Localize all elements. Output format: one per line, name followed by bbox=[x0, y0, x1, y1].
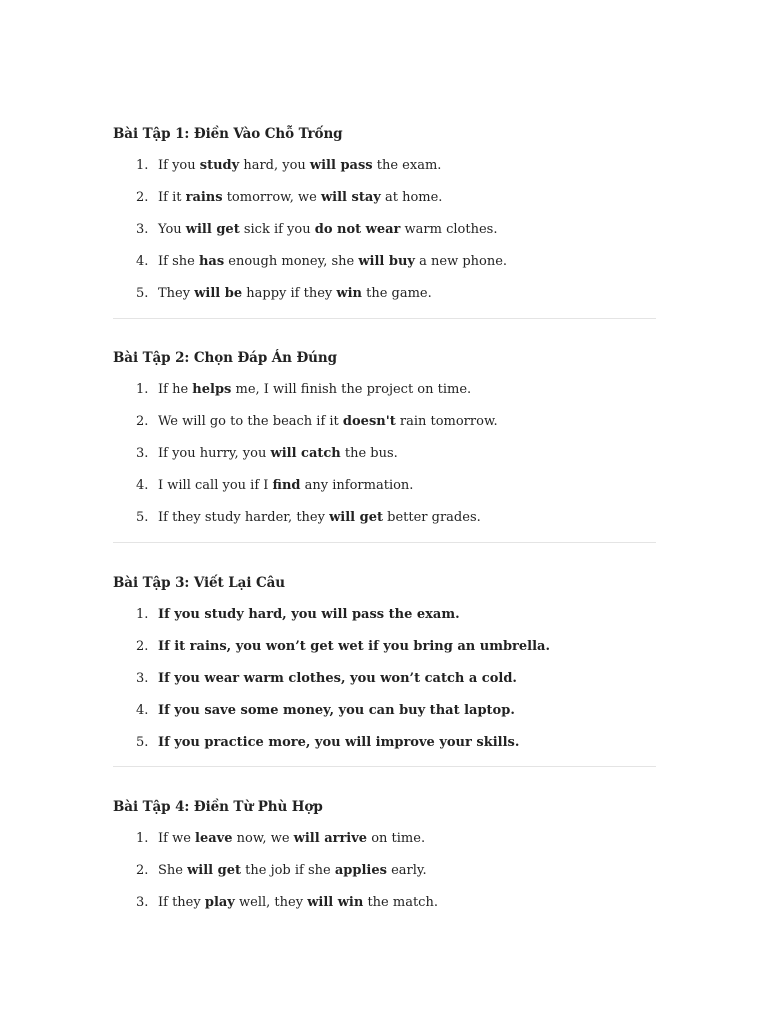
item-number: 2. bbox=[136, 639, 149, 654]
item-text: I will call you if I bbox=[158, 478, 273, 493]
item-text: rain tomorrow. bbox=[395, 414, 498, 429]
item-text: tomorrow, we bbox=[222, 190, 321, 205]
list-item bbox=[113, 221, 656, 239]
item-text: now, we bbox=[232, 831, 294, 846]
item-text: They bbox=[158, 286, 195, 301]
list-item bbox=[113, 734, 656, 752]
bold-text: will arrive bbox=[293, 831, 368, 846]
exercise-list bbox=[113, 606, 656, 752]
list-item bbox=[113, 285, 656, 303]
list-item bbox=[113, 157, 656, 175]
bold-text: win bbox=[336, 286, 362, 301]
list-item bbox=[113, 509, 656, 527]
item-text: at home. bbox=[380, 190, 443, 205]
item-number: 1. bbox=[136, 831, 149, 846]
item-number: 4. bbox=[136, 254, 149, 269]
bold-text: will buy bbox=[358, 254, 415, 269]
item-text: We will go to the beach if it bbox=[158, 414, 343, 429]
bold-text: rains bbox=[185, 190, 223, 205]
bold-text: will catch bbox=[270, 446, 341, 461]
list-item bbox=[113, 862, 656, 880]
list-item bbox=[113, 477, 656, 495]
exercise-list bbox=[113, 830, 656, 912]
bold-text: will be bbox=[194, 286, 243, 301]
bold-text: study bbox=[199, 158, 240, 173]
list-item bbox=[113, 189, 656, 207]
item-text: You bbox=[158, 222, 186, 237]
bold-text: will pass bbox=[309, 158, 373, 173]
item-text: If she bbox=[158, 254, 199, 269]
exercise-2 bbox=[113, 349, 656, 541]
list-item bbox=[113, 606, 656, 624]
item-text: me, I will finish the project on time. bbox=[231, 382, 472, 397]
item-number: 1. bbox=[136, 607, 149, 622]
item-text: If he bbox=[158, 382, 193, 397]
exercise-3 bbox=[113, 574, 656, 766]
item-text: If they study harder, they bbox=[158, 510, 330, 525]
bold-text: will win bbox=[307, 895, 364, 910]
item-number: 2. bbox=[136, 414, 149, 429]
list-item bbox=[113, 702, 656, 720]
item-number: 2. bbox=[136, 190, 149, 205]
bold-text: find bbox=[272, 478, 301, 493]
bold-text: will get bbox=[185, 222, 240, 237]
exercise-list bbox=[113, 157, 656, 303]
exercise-title: Bài Tập 4: Điền Từ Phù Hợp bbox=[113, 799, 323, 815]
bold-text: has bbox=[198, 254, 225, 269]
item-number: 5. bbox=[136, 286, 149, 301]
list-item bbox=[113, 894, 656, 912]
item-text: the bus. bbox=[340, 446, 398, 461]
bold-text: If you save some money, you can buy that laptop. bbox=[158, 703, 515, 718]
item-number: 3. bbox=[136, 671, 149, 686]
item-number: 2. bbox=[136, 863, 149, 878]
bold-text: If you study hard, you will pass the exam. bbox=[158, 607, 460, 622]
bold-text: If it rains, you won’t get wet if you bring an umbrella. bbox=[158, 639, 551, 654]
item-number: 3. bbox=[136, 895, 149, 910]
item-text: early. bbox=[386, 863, 427, 878]
item-text: happy if they bbox=[242, 286, 337, 301]
exercise-title: Bài Tập 2: Chọn Đáp Án Đúng bbox=[113, 350, 337, 366]
bold-text: will get bbox=[187, 863, 242, 878]
bold-text: doesn't bbox=[342, 414, 396, 429]
item-text: If you bbox=[158, 158, 200, 173]
item-text: a new phone. bbox=[415, 254, 508, 269]
item-text: well, they bbox=[234, 895, 308, 910]
bold-text: helps bbox=[192, 382, 232, 397]
list-item bbox=[113, 381, 656, 399]
bold-text: leave bbox=[195, 831, 233, 846]
item-text: If you hurry, you bbox=[158, 446, 271, 461]
exercise-title: Bài Tập 1: Điền Vào Chỗ Trống bbox=[113, 126, 343, 142]
item-text: the exam. bbox=[372, 158, 442, 173]
item-number: 1. bbox=[136, 158, 149, 173]
item-text: any information. bbox=[300, 478, 414, 493]
bold-text: If you wear warm clothes, you won’t catch a cold. bbox=[158, 671, 517, 686]
item-text: the match. bbox=[363, 895, 438, 910]
exercise-1 bbox=[113, 125, 656, 317]
bold-text: If you practice more, you will improve your skills. bbox=[158, 735, 520, 750]
item-text: the job if she bbox=[241, 863, 335, 878]
list-item bbox=[113, 830, 656, 848]
list-item bbox=[113, 253, 656, 271]
item-text: warm clothes. bbox=[400, 222, 498, 237]
exercise-4 bbox=[113, 798, 656, 926]
exercise-title: Bài Tập 3: Viết Lại Câu bbox=[113, 575, 285, 591]
item-text: enough money, she bbox=[224, 254, 359, 269]
bold-text: play bbox=[204, 895, 235, 910]
item-text: If it bbox=[158, 190, 186, 205]
item-text: better grades. bbox=[383, 510, 481, 525]
exercise-list bbox=[113, 381, 656, 527]
bold-text: will get bbox=[329, 510, 383, 525]
item-number: 5. bbox=[136, 735, 149, 750]
section-divider bbox=[113, 766, 656, 767]
bold-text: do not wear bbox=[314, 222, 401, 237]
bold-text: will stay bbox=[320, 190, 381, 205]
item-text: sick if you bbox=[239, 222, 315, 237]
item-number: 5. bbox=[136, 510, 149, 525]
section-divider bbox=[113, 318, 656, 319]
item-number: 4. bbox=[136, 703, 149, 718]
list-item bbox=[113, 445, 656, 463]
section-divider bbox=[113, 542, 656, 543]
list-item bbox=[113, 413, 656, 431]
list-item bbox=[113, 670, 656, 688]
item-text: She bbox=[158, 863, 188, 878]
item-number: 1. bbox=[136, 382, 149, 397]
item-number: 3. bbox=[136, 222, 149, 237]
item-text: If we bbox=[158, 831, 196, 846]
item-text: hard, you bbox=[239, 158, 310, 173]
item-number: 4. bbox=[136, 478, 149, 493]
item-text: If they bbox=[158, 895, 205, 910]
item-number: 3. bbox=[136, 446, 149, 461]
bold-text: applies bbox=[334, 863, 387, 878]
list-item bbox=[113, 638, 656, 656]
item-text: the game. bbox=[361, 286, 432, 301]
item-text: on time. bbox=[367, 831, 426, 846]
